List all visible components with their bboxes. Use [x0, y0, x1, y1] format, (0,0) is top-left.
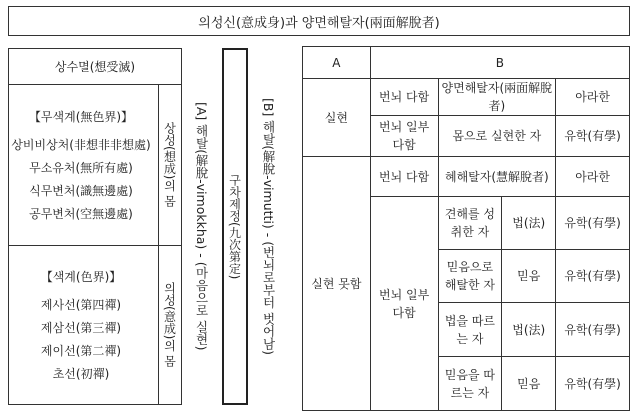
group-unrealized: 실현 못함	[303, 157, 371, 411]
form-item: 제삼선(第三禪)	[40, 321, 122, 335]
column-middle: 구차제정(九次第定)	[222, 48, 248, 405]
column-b: [B] 해탈(解脫-vimutti) - (번뇌로부터 벗어남)	[261, 98, 276, 355]
table-cell: 아라한	[556, 157, 630, 197]
form-item: 제사선(第四禪)	[40, 298, 122, 312]
table-cell: 믿음	[502, 357, 556, 411]
form-box	[8, 245, 182, 405]
formless-header: 【무색계(無色界)】	[28, 110, 134, 124]
sub-group-label: 번뇌 일부 다함	[370, 197, 438, 411]
right-table	[302, 46, 630, 411]
table-cell: 견해를 성취한 자	[438, 197, 502, 250]
table-cell: 번뇌 일부 다함	[370, 116, 438, 157]
formless-item: 식무변처(識無邊處)	[29, 184, 133, 198]
form-header: 【색계(色界)】	[40, 270, 122, 284]
table-cell: 유학(有學)	[556, 116, 630, 157]
form-item: 제이선(第二禪)	[40, 344, 122, 358]
formless-item: 무소유처(無所有處)	[29, 161, 133, 175]
table-cell: 아라한	[556, 79, 630, 116]
table-cell: 법(法)	[502, 197, 556, 250]
table-cell: 유학(有學)	[556, 357, 630, 411]
table-cell: 믿음을 따르는 자	[438, 357, 502, 411]
divider	[158, 84, 159, 405]
table-cell: 유학(有學)	[556, 303, 630, 357]
table-cell: 유학(有學)	[556, 250, 630, 303]
formless-item: 공무변처(空無邊處)	[29, 207, 133, 221]
title-text: 의성신(意成身)과 양면해탈자(兩面解脫者)	[198, 15, 440, 31]
table-cell: 혜해탈자(慧解脫者)	[438, 157, 556, 197]
table-cell: 믿음	[502, 250, 556, 303]
formless-item: 상비비상처(非想非非想處)	[11, 138, 151, 152]
header-a: A	[303, 47, 371, 79]
top-label-box: 상수멸(想受滅)	[8, 48, 182, 85]
table-cell: 번뇌 다함	[370, 157, 438, 197]
table-cell: 법(法)	[502, 303, 556, 357]
header-b: B	[370, 47, 629, 79]
formless-box	[8, 84, 182, 246]
page-title	[8, 6, 630, 36]
column-a: [A] 해탈(解脫-vimokkha) - (마음으로 실현)	[194, 102, 209, 351]
group-realized: 실현	[303, 79, 371, 157]
table-cell: 양면해탈자(兩面解脫者)	[438, 79, 556, 116]
form-side-label: 의성(意成)의 몸	[162, 282, 177, 368]
table-cell: 법을 따르는 자	[438, 303, 502, 357]
table-cell: 믿음으로 해탈한 자	[438, 250, 502, 303]
formless-side-label: 상성(想成)의 몸	[162, 122, 177, 208]
table-cell: 번뇌 다함	[370, 79, 438, 116]
table-cell: 몸으로 실현한 자	[438, 116, 556, 157]
table-cell: 유학(有學)	[556, 197, 630, 250]
form-item: 초선(初禪)	[52, 367, 110, 381]
